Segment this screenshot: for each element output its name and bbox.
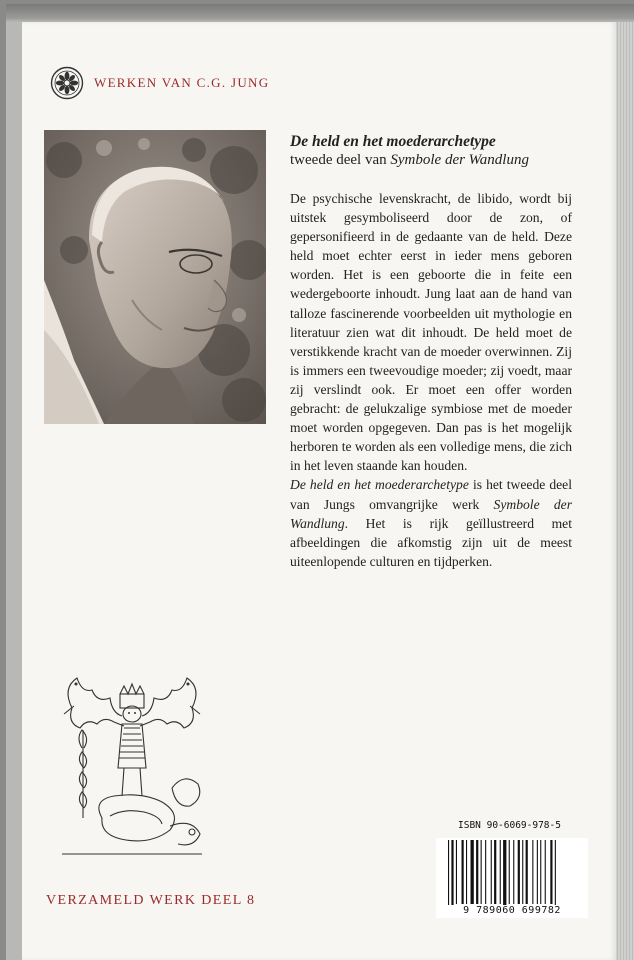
barcode-bar [555,840,556,910]
barcode-bar [537,840,538,904]
barcode-bar [503,840,506,910]
blurb-p2-text-b: . Het is rijk geïllustreerd met afbeeldingen die afkomstig zijn uit de meest uiteenlopende culturen en tijdperken. [290,515,572,569]
barcode-bar [466,840,467,904]
volume-label: VERZAMELD WERK DEEL 8 [46,893,256,908]
barcode-bar [462,840,464,904]
barcode-bar [550,840,552,904]
barcode-bar [491,840,492,904]
isbn-label: ISBN 90-6069-978-5 [458,820,561,831]
blurb-p2-work: Symbole der Wandlung [290,496,572,531]
book-title: De held en het moederarchetype [290,133,496,150]
barcode-bar [532,840,533,904]
barcode-bar [526,840,528,904]
rosette-icon [50,66,84,100]
blurb-p2-title: De held en het moederarchetype [290,477,469,493]
title-block [290,132,572,170]
barcode-bar [485,840,486,904]
blurb-paragraph-1: De psychische levenskracht, de libido, wordt bij uitstek gesymboliseerd door de zon, of gepersonifieerd in de gedaante van de held. Deze held moet echter eerst in ieder mens geboren worden. Het is een geboorte die in feite een wedergeboorte inhoudt. Jung laat aan de hand van talloze fascinerende voorbeelden uit mythologie en literatuur zien wat dit inhoudt. De held moet de verstikkende kracht van de moeder overwinnen. Zij is immers een tweevoudige moeder; zij voedt, maar zij verslindt ook. Er moet een offer worden gebracht: de gelukzalige symbiose met de moeder moet worden opgegeven. Dan pas is het mogelijk herboren te worden als een volledige mens, die zich in het leven staande kan houden. [290,191,572,474]
barcode-bar [448,840,449,910]
barcode-bar [500,840,501,904]
barcode-bar [451,840,453,910]
barcode-bar [540,840,541,904]
alchemical-woodcut-illustration [52,668,212,864]
barcode-bar [481,840,482,904]
barcode-bar [522,840,523,904]
barcode-bar [471,840,474,904]
book-subtitle [290,151,572,170]
barcode-bar [518,840,520,904]
barcode-bar [513,840,514,904]
subtitle-prefix: tweede deel van [290,152,391,168]
subtitle-work: Symbole der Wandlung [390,152,529,168]
blurb-text [290,189,572,571]
series-header [50,66,269,100]
barcode-bar [476,840,478,904]
series-title: WERKEN VAN C.G. JUNG [94,75,270,90]
barcode-digits: 9 789060 699782 [436,905,588,916]
blurb-p2-text-a: is het tweede deel van Jungs omvangrijke werk [290,477,572,512]
barcode-bar [545,840,546,904]
barcode-bar [494,840,496,904]
blurb-paragraph-2 [290,475,572,570]
barcode-bar [456,840,457,904]
author-portrait-photo [44,130,266,424]
barcode-bar [509,840,510,904]
